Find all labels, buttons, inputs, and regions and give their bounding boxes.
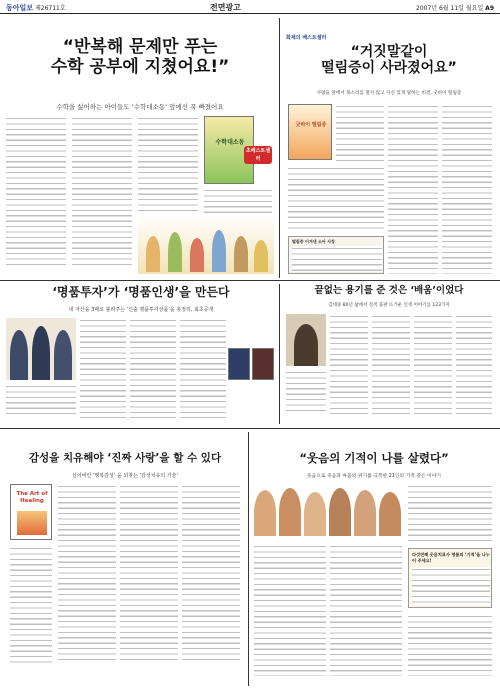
column-divider: [279, 18, 280, 278]
smiling-faces-photos: [254, 484, 404, 538]
section-divider: [0, 280, 500, 281]
headline-line-1: “거짓말같이: [350, 44, 428, 60]
article-column: [286, 370, 326, 414]
subhead: 김대중 80년 삶에서 전적 출판 뜨거운 인생 이야기를 123가지: [328, 303, 450, 308]
article-column: [120, 484, 178, 664]
ad-mid-left: [6, 284, 276, 424]
ad-mid-right: [284, 284, 494, 424]
article-column: [58, 484, 116, 664]
headline-line-2: 수학 공부에 지쳤어요!”: [50, 56, 230, 77]
masthead-left: [6, 3, 66, 13]
column-divider: [279, 284, 280, 424]
subhead: 사람들 앞에서 목소리를 떨지 않고 자신 있게 말하는 비결, 굿바이 떨림증: [316, 91, 462, 96]
issue-number: 제26711호: [34, 5, 66, 12]
article-column: [372, 314, 410, 414]
article-column: [388, 104, 438, 274]
headline: [284, 44, 494, 76]
masthead: [0, 0, 500, 14]
article-column: [414, 314, 452, 414]
subhead: 웃음으로 죽음과 싸움의 위기를 극복한 21인의 기적 같은 이야기: [306, 474, 442, 479]
book-cover: [10, 484, 52, 540]
article-column: [182, 484, 240, 664]
book-title: [13, 491, 51, 505]
article-column: [6, 116, 66, 266]
subhead: 수학을 싫어하는 아이들도 ‘수학대소동’ 앞에선 푹 빠졌어요: [56, 103, 224, 111]
article-column: [330, 314, 368, 414]
article-column: [330, 544, 402, 676]
article-column: [72, 116, 132, 266]
book-title: 굿바이 떨림증: [295, 122, 327, 128]
article-column: [408, 484, 492, 544]
notice-box: [408, 548, 492, 608]
headline-line-1: “반복해 문제만 푸는: [62, 37, 218, 57]
ad-bottom-right: [252, 432, 496, 686]
bestseller-badge: 초베스트셀러: [245, 148, 271, 162]
book-title-line-1: The Art of: [16, 491, 48, 497]
article-column: [80, 318, 126, 418]
notice-text: [412, 567, 490, 605]
article-column: [138, 116, 198, 216]
article-column: [456, 314, 492, 414]
paper-name: 동아일보: [6, 4, 34, 12]
authors-photo: [6, 318, 76, 380]
book-title-line-2: Healing: [20, 498, 44, 504]
kicker: 화제의 베스트셀러: [286, 35, 327, 41]
headline: 감성을 치유해야 ‘진짜 사랑’을 할 수 있다: [28, 452, 222, 464]
book-cover: [288, 104, 332, 160]
ad-top-left: [6, 18, 274, 276]
column-divider: [248, 432, 249, 686]
article-column: [336, 104, 384, 164]
children-illustration: [138, 214, 274, 274]
subhead: 실어버린 ‘행복감성’ 을 되찾는 ‘감성치유의 기술’: [71, 473, 179, 479]
article-column: [180, 318, 226, 418]
article-column: [442, 104, 492, 274]
date: 2007년 6월 11일 월요일: [416, 5, 484, 12]
headline: 끝없는 용기를 준 것은 ‘배움’이었다: [314, 285, 464, 296]
page-number: A9: [485, 5, 494, 12]
caption-title: 떨림증 이겨낸 소아 사장: [292, 239, 335, 244]
section-divider: [0, 428, 500, 429]
subhead: 내 자산을 3배로 불려주는 ‘신출 맹플투자상품’을 총정리, 최초공개: [68, 307, 214, 313]
headline: ‘명품투자’가 ‘명품인생’을 만든다: [52, 285, 230, 299]
book-covers: [228, 348, 276, 392]
ad-top-right: [284, 18, 494, 278]
masthead-right: [416, 3, 494, 12]
notice-title: 다섯번째 웃음치료사 명품의 ‘기적’을 나누어 주세요!: [412, 552, 490, 563]
article-column: [10, 546, 52, 664]
headline: “웃음의 기적이 나를 살렸다”: [299, 451, 449, 465]
article-column: [6, 384, 76, 418]
article-column: [408, 614, 492, 676]
section-title: 전면광고: [210, 3, 241, 12]
article-column: [254, 544, 326, 676]
article-column: [130, 318, 176, 418]
headline: [6, 38, 274, 77]
headline-line-2: 떨림증이 사라졌어요”: [321, 60, 457, 77]
book-title: 수학대소동: [215, 139, 245, 146]
ad-bottom-left: [6, 432, 244, 686]
caption-box: [288, 236, 384, 274]
portrait-photo: [286, 314, 326, 366]
article-column: [288, 166, 384, 232]
caption-text: [292, 246, 382, 272]
